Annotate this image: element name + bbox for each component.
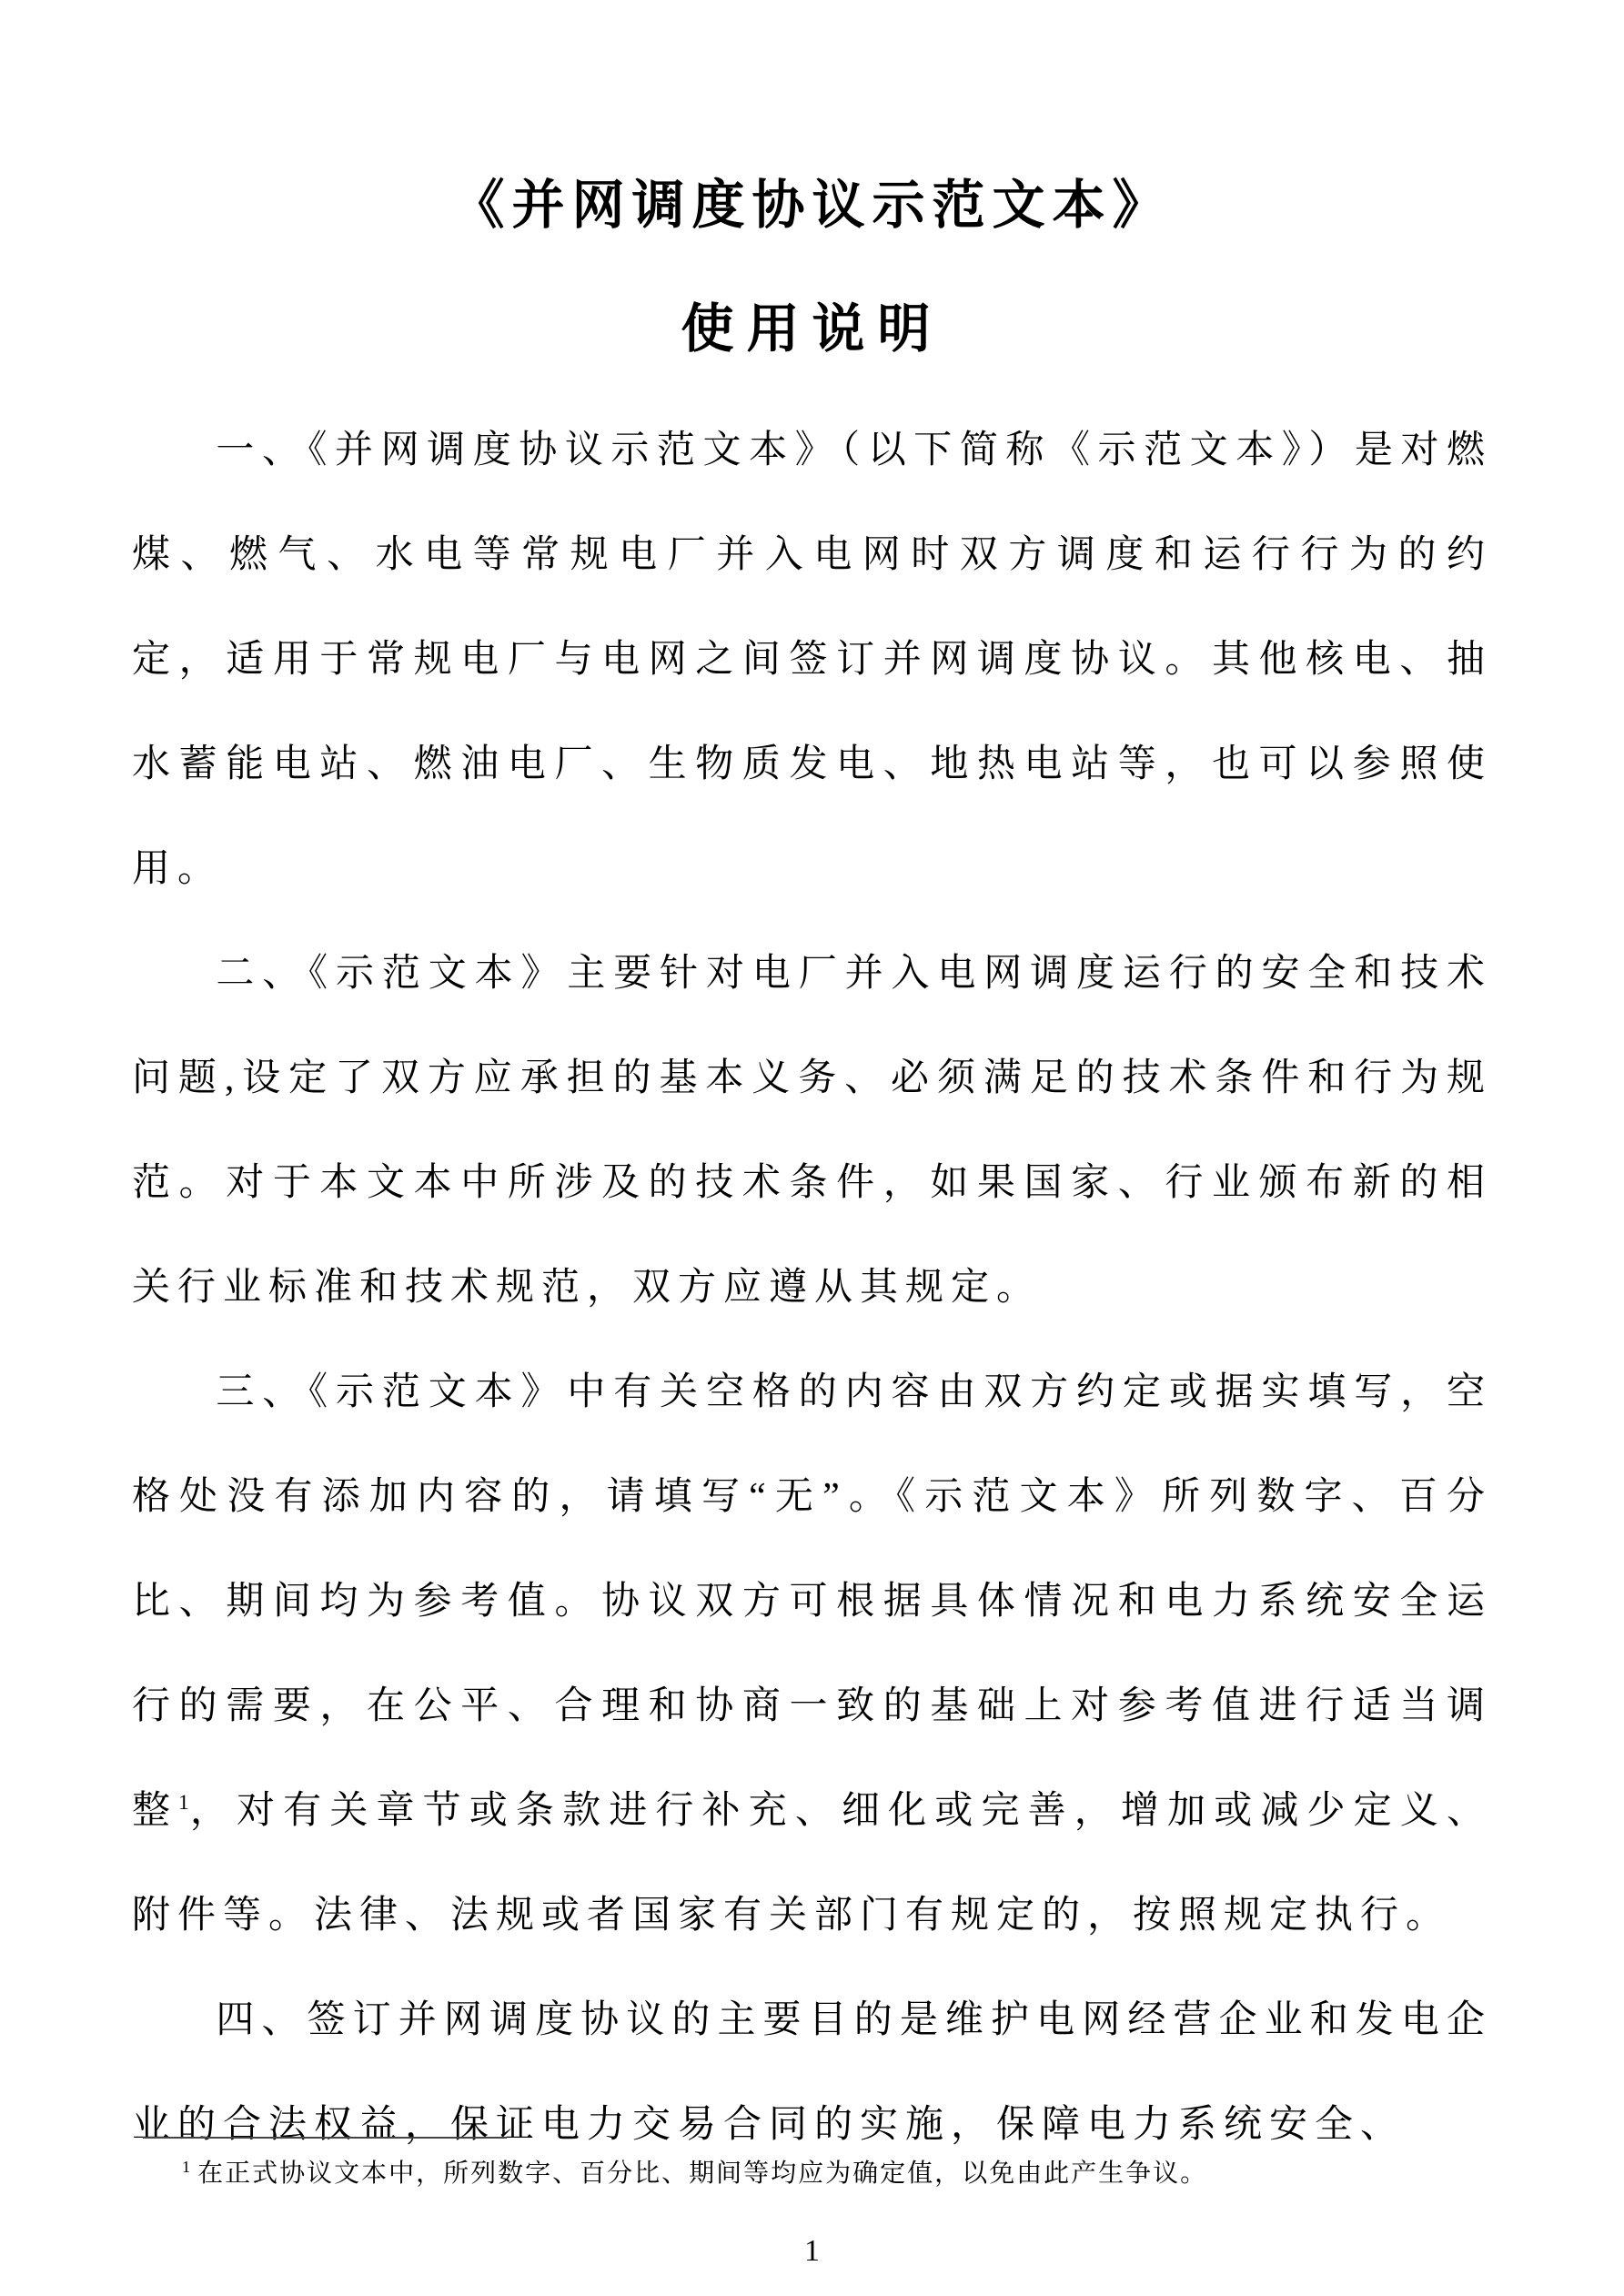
paragraph-3-text: 三、《示范文本》中有关空格的内容由双方约定或据实填写，空格处没有添加内容的，请填写“无”。《示范文本》所列数字、百分比、期间均为参考值。协议双方可根据具体情况和电力系统安全运行的需要，在公平、合理和协商一致的基础上对参考值进行适当调整 [132, 1371, 1492, 1832]
paragraph-3 [132, 1340, 1492, 1968]
paragraph-2: 二、《示范文本》主要针对电厂并入电网调度运行的安全和技术问题,设定了双方应承担的基本义务、必须满足的技术条件和行为规范。对于本文本中所涉及的技术条件，如果国家、行业颁布新的相关行业标准和技术规范，双方应遵从其规定。 [132, 953, 1492, 1309]
paragraph-3-text-continued: ，对有关章节或条款进行补充、细化或完善，增加或减少定义、附件等。法律、法规或者国家有关部门有规定的，按照规定执行。 [132, 1790, 1492, 1937]
document-title: 《并网调度协议示范文本》 [451, 176, 1173, 235]
footnote [132, 2153, 1492, 2190]
paragraph-4: 四、签订并网调度协议的主要目的是维护电网经营企业和发电企业的合法权益，保证电力交易合同的实施，保障电力系统安全、 [132, 1999, 1492, 2146]
paragraph-1: 一、《并网调度协议示范文本》（以下简称《示范文本》）是对燃煤、燃气、水电等常规电厂并入电网时双方调度和运行行为的约定，适用于常规电厂与电网之间签订并网调度协议。其他核电、抽水蓄能电站、燃油电厂、生物质发电、地热电站等，也可以参照使用。 [132, 430, 1492, 890]
footnote-divider [143, 2137, 507, 2139]
footnote-marker: 1 [182, 2157, 191, 2176]
page-number: 1 [804, 2234, 820, 2268]
footnote-area [132, 2137, 1492, 2190]
footnote-reference: 1 [178, 1790, 189, 1814]
document-subtitle: 使用说明 [681, 299, 943, 359]
document-body [132, 399, 1492, 2178]
footnote-text: 在正式协议文本中，所列数字、百分比、期间等均应为确定值，以免由此产生争议。 [197, 2159, 1208, 2188]
